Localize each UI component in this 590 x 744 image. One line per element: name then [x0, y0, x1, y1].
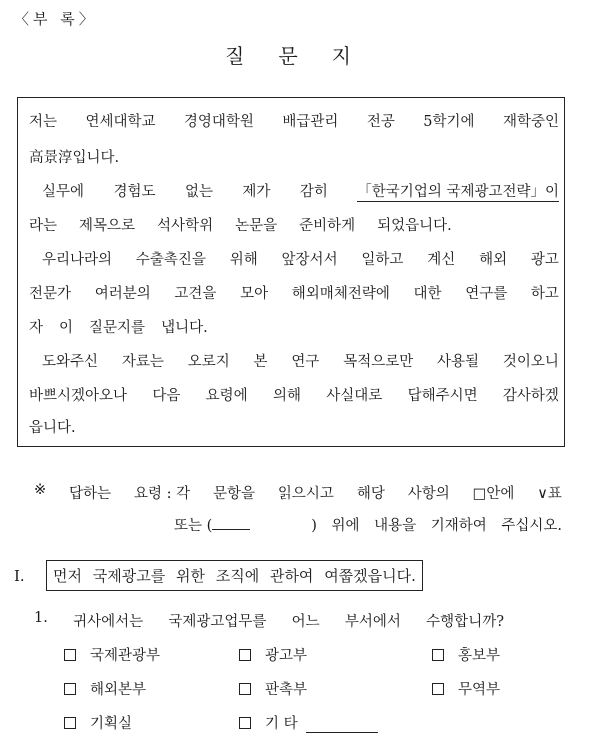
letter-line: 高景淳입니다. — [29, 150, 120, 166]
other-blank-line[interactable] — [306, 718, 378, 733]
checkbox[interactable] — [64, 649, 76, 661]
option-trade-dept[interactable]: 무역부 — [432, 678, 500, 699]
checkbox[interactable] — [239, 683, 251, 695]
checkbox[interactable] — [432, 683, 444, 695]
letter-line: 전문가 여러분의 고견을 모아 해외매체전략에 대한 연구를 하고 — [29, 286, 559, 302]
letter-line: 저는 연세대학교 경영대학원 배급관리 전공 5학기에 재학중인 — [29, 114, 559, 130]
option-sales-promotion[interactable]: 판촉부 — [239, 678, 307, 699]
checkbox[interactable] — [64, 717, 76, 729]
letter-line: 읍니다. — [29, 420, 76, 436]
blank-line — [212, 517, 250, 530]
answer-instructions-cont: 또는 ( ) 위에 내용을 기재하여 주십시오. — [174, 518, 562, 534]
option-other[interactable]: 기 타 — [239, 712, 378, 733]
checkbox[interactable] — [239, 649, 251, 661]
letter-line: 자 이 질문지를 냅니다. — [29, 320, 208, 336]
question-1: 1. 귀사에서는 국제광고업무를 어느 부서에서 수행합니까? — [34, 610, 504, 630]
section-box: 먼저 국제광고를 위한 조직에 관하여 여쭙겠읍니다. — [46, 560, 423, 591]
letter-line: 실무에 경험도 없는 제가 감히 「한국기업의 국제광고전략」이 — [42, 180, 559, 202]
section-heading: I. 먼저 국제광고를 위한 조직에 관하여 여쭙겠읍니다. — [14, 560, 423, 591]
letter-line: 바쁘시겠아오나 다음 요령에 의해 사실대로 답해주시면 감사하겠 — [29, 388, 559, 404]
option-advertising-dept[interactable]: 광고부 — [239, 644, 307, 665]
option-pr-dept[interactable]: 홍보부 — [432, 644, 500, 665]
answer-instructions: ※ 답하는 요령 : 각 문항을 읽으시고 해당 사항의 □안에 ∨표 — [34, 482, 562, 502]
option-international-tourism[interactable]: 국제관광부 — [64, 644, 160, 665]
checkbox[interactable] — [64, 683, 76, 695]
page-title: 질문지 — [225, 44, 385, 68]
thesis-title: 「한국기업의 국제광고전략」이 — [357, 180, 559, 202]
option-planning-office[interactable]: 기획실 — [64, 712, 132, 733]
letter-line: 도와주신 자료는 오로지 본 연구 목적으로만 사용될 것이오니 — [42, 354, 559, 370]
letter-line: 라는 제목으로 석사학위 논문을 준비하게 되었읍니다. — [29, 218, 452, 234]
option-overseas-hq[interactable]: 해외본부 — [64, 678, 146, 699]
letter-line: 우리나라의 수출촉진을 위해 앞장서서 일하고 계신 해외 광고 — [42, 252, 559, 268]
checkbox[interactable] — [432, 649, 444, 661]
checkbox[interactable] — [239, 717, 251, 729]
appendix-label: 〈부 록〉 — [14, 10, 98, 28]
